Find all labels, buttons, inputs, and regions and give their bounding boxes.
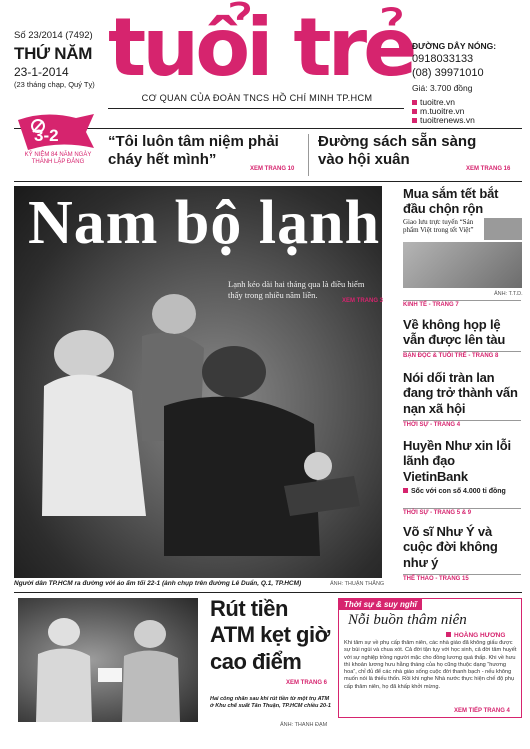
sidebar-bullet-4 (403, 488, 521, 496)
lead-lede: Lạnh kéo dài hai tháng qua là điều hiếm thấy trong nhiều năm liền. (228, 279, 365, 301)
column-author (446, 632, 505, 639)
sidebar-photo-1[interactable] (403, 242, 522, 288)
atm-photo[interactable] (18, 598, 198, 722)
bottom-rule (14, 592, 522, 593)
bullet-icon (412, 109, 417, 114)
atm-credit: ẢNH: THANH ĐẠM (280, 722, 328, 728)
sidebar-section-2[interactable]: BẠN ĐỌC & TUỔI TRẺ - TRANG 8 (403, 351, 521, 359)
column-title[interactable]: Nỗi buồn thâm niên (348, 612, 467, 628)
sidebar-bullet-text: Sốc với con số 4.000 tỉ đồng (411, 488, 506, 495)
hotline-title: ĐƯỜNG DÂY NÓNG: (412, 41, 497, 51)
column-section-label[interactable]: Thời sự & suy nghĩ (339, 599, 422, 610)
issue-number: Số 23/2014 (7492) (14, 30, 93, 41)
weekday: THỨ NĂM (14, 44, 93, 63)
lunar-date: (23 tháng chạp, Quý Tỵ) (14, 80, 95, 89)
atm-workers-illustration (18, 598, 198, 722)
website-label: tuoitre.vn (420, 97, 455, 107)
masthead-logo[interactable]: tuổi trẻ (108, 1, 414, 94)
lead-photo-credit: ẢNH: THUẬN THẮNG (330, 581, 385, 587)
sidebar-thumb-1[interactable] (484, 218, 522, 240)
website-label: tuoitrenews.vn (420, 115, 475, 125)
sidebar-headline-1[interactable]: Mua sắm tết bắt đầu chộn rộn (403, 186, 499, 217)
atm-see-page[interactable]: XEM TRANG 6 (286, 680, 328, 686)
sidebar-section-5[interactable]: THỂ THAO - TRANG 15 (403, 574, 521, 582)
hotline-phone-2[interactable]: (08) 39971010 (412, 67, 484, 79)
lead-headline[interactable]: Nam bộ lạnh (28, 189, 381, 257)
atm-headline[interactable]: Rút tiền ATM kẹt giờ cao điểm (210, 596, 330, 674)
sidebar-section-3[interactable]: THỜI SỰ - TRANG 4 (403, 420, 521, 428)
column-see-page[interactable]: XEM TIẾP TRANG 4 (454, 708, 510, 714)
teaser-bottom-rule (14, 181, 522, 182)
masthead-subhead: CƠ QUAN CỦA ĐOÀN TNCS HỒ CHÍ MINH TP.HCM (141, 93, 373, 103)
sidebar-section-1[interactable]: KINH TẾ - TRANG 7 (403, 300, 521, 308)
website-label: m.tuoitre.vn (420, 106, 465, 116)
header-rule (108, 108, 404, 109)
sidebar-headline-3[interactable]: Nói dối tràn lan đang trở thành vấn nạn xã hội (403, 370, 518, 416)
teaser-headline-1[interactable]: “Tôi luôn tâm niệm phải cháy hết mình” (108, 133, 279, 168)
sidebar-headline-4[interactable]: Huyền Như xin lỗi lãnh đạo VietinBank (403, 438, 511, 484)
sidebar-headline-2[interactable]: Về không họp lệ vẫn được lên tàu (403, 317, 506, 348)
teaser-headline-2[interactable]: Đường sách sẵn sàng vào hội xuân (318, 133, 477, 168)
teaser-see-page-2[interactable]: XEM TRANG 16 (466, 166, 511, 172)
lead-photo-caption: Người dân TP.HCM ra đường với áo ấm tối 22-1 (ảnh chụp trên đường Lê Duẩn, Q.1, TP.HCM) (14, 580, 302, 587)
bullet-icon (403, 488, 408, 493)
issue-date: 23-1-2014 (14, 65, 69, 79)
website-link-3[interactable] (412, 115, 475, 125)
column-body: Khi tâm sự về phụ cấp thâm niên, các nhà giáo đã không giấu được sự bùi ngùi và chua xót. Cả đời tận tụy với học sinh, cả đời tâm huyết với sự nghiệp trồng người mặc cho đồng lương quá thấp. Khi về hưu thì khoản lương hưu hằng tháng của họ cũng thuộc dạng “hương hoa”, chỉ đủ để các nhà giáo sống cuộc đời thanh bạch - nếu không muốn nói là thiếu thốn. Rồi khi nghe Nhà nước thực hiện chế độ phụ cấp thâm niên, họ đã khấp khởi mừng. (344, 640, 517, 690)
teaser-divider (308, 134, 309, 176)
sidebar-credit-1: ẢNH: T.T.D. (494, 291, 523, 297)
hotline-phone-1[interactable]: 0918033133 (412, 53, 474, 65)
bullet-icon (446, 632, 451, 637)
bullet-icon (412, 118, 417, 123)
price: Giá: 3.700 đồng (412, 83, 473, 93)
column-author-name: HOÀNG HƯƠNG (454, 632, 506, 639)
teaser-see-page-1[interactable]: XEM TRANG 10 (250, 166, 295, 172)
bullet-icon (412, 100, 417, 105)
emblem-label: 3-2 (34, 126, 59, 145)
sidebar-headline-5[interactable]: Võ sĩ Như Ý và cuộc đời không như ý (403, 524, 498, 570)
lead-see-page[interactable]: XEM TRANG 3 (342, 298, 384, 304)
emblem-caption: KỶ NIỆM 84 NĂM NGÀY THÀNH LẬP ĐẢNG (24, 152, 92, 166)
sidebar-sub-1: Giao lưu trực tuyến “Sản phẩm Việt trong tết Việt” (403, 218, 474, 235)
atm-caption: Hai công nhân sau khi rút tiền từ một trụ ATM ở Khu chế xuất Tân Thuận, TP.HCM chiều 20-1 (210, 696, 331, 710)
sidebar-section-4[interactable]: THỜI SỰ - TRANG 5 & 9 (403, 508, 521, 516)
